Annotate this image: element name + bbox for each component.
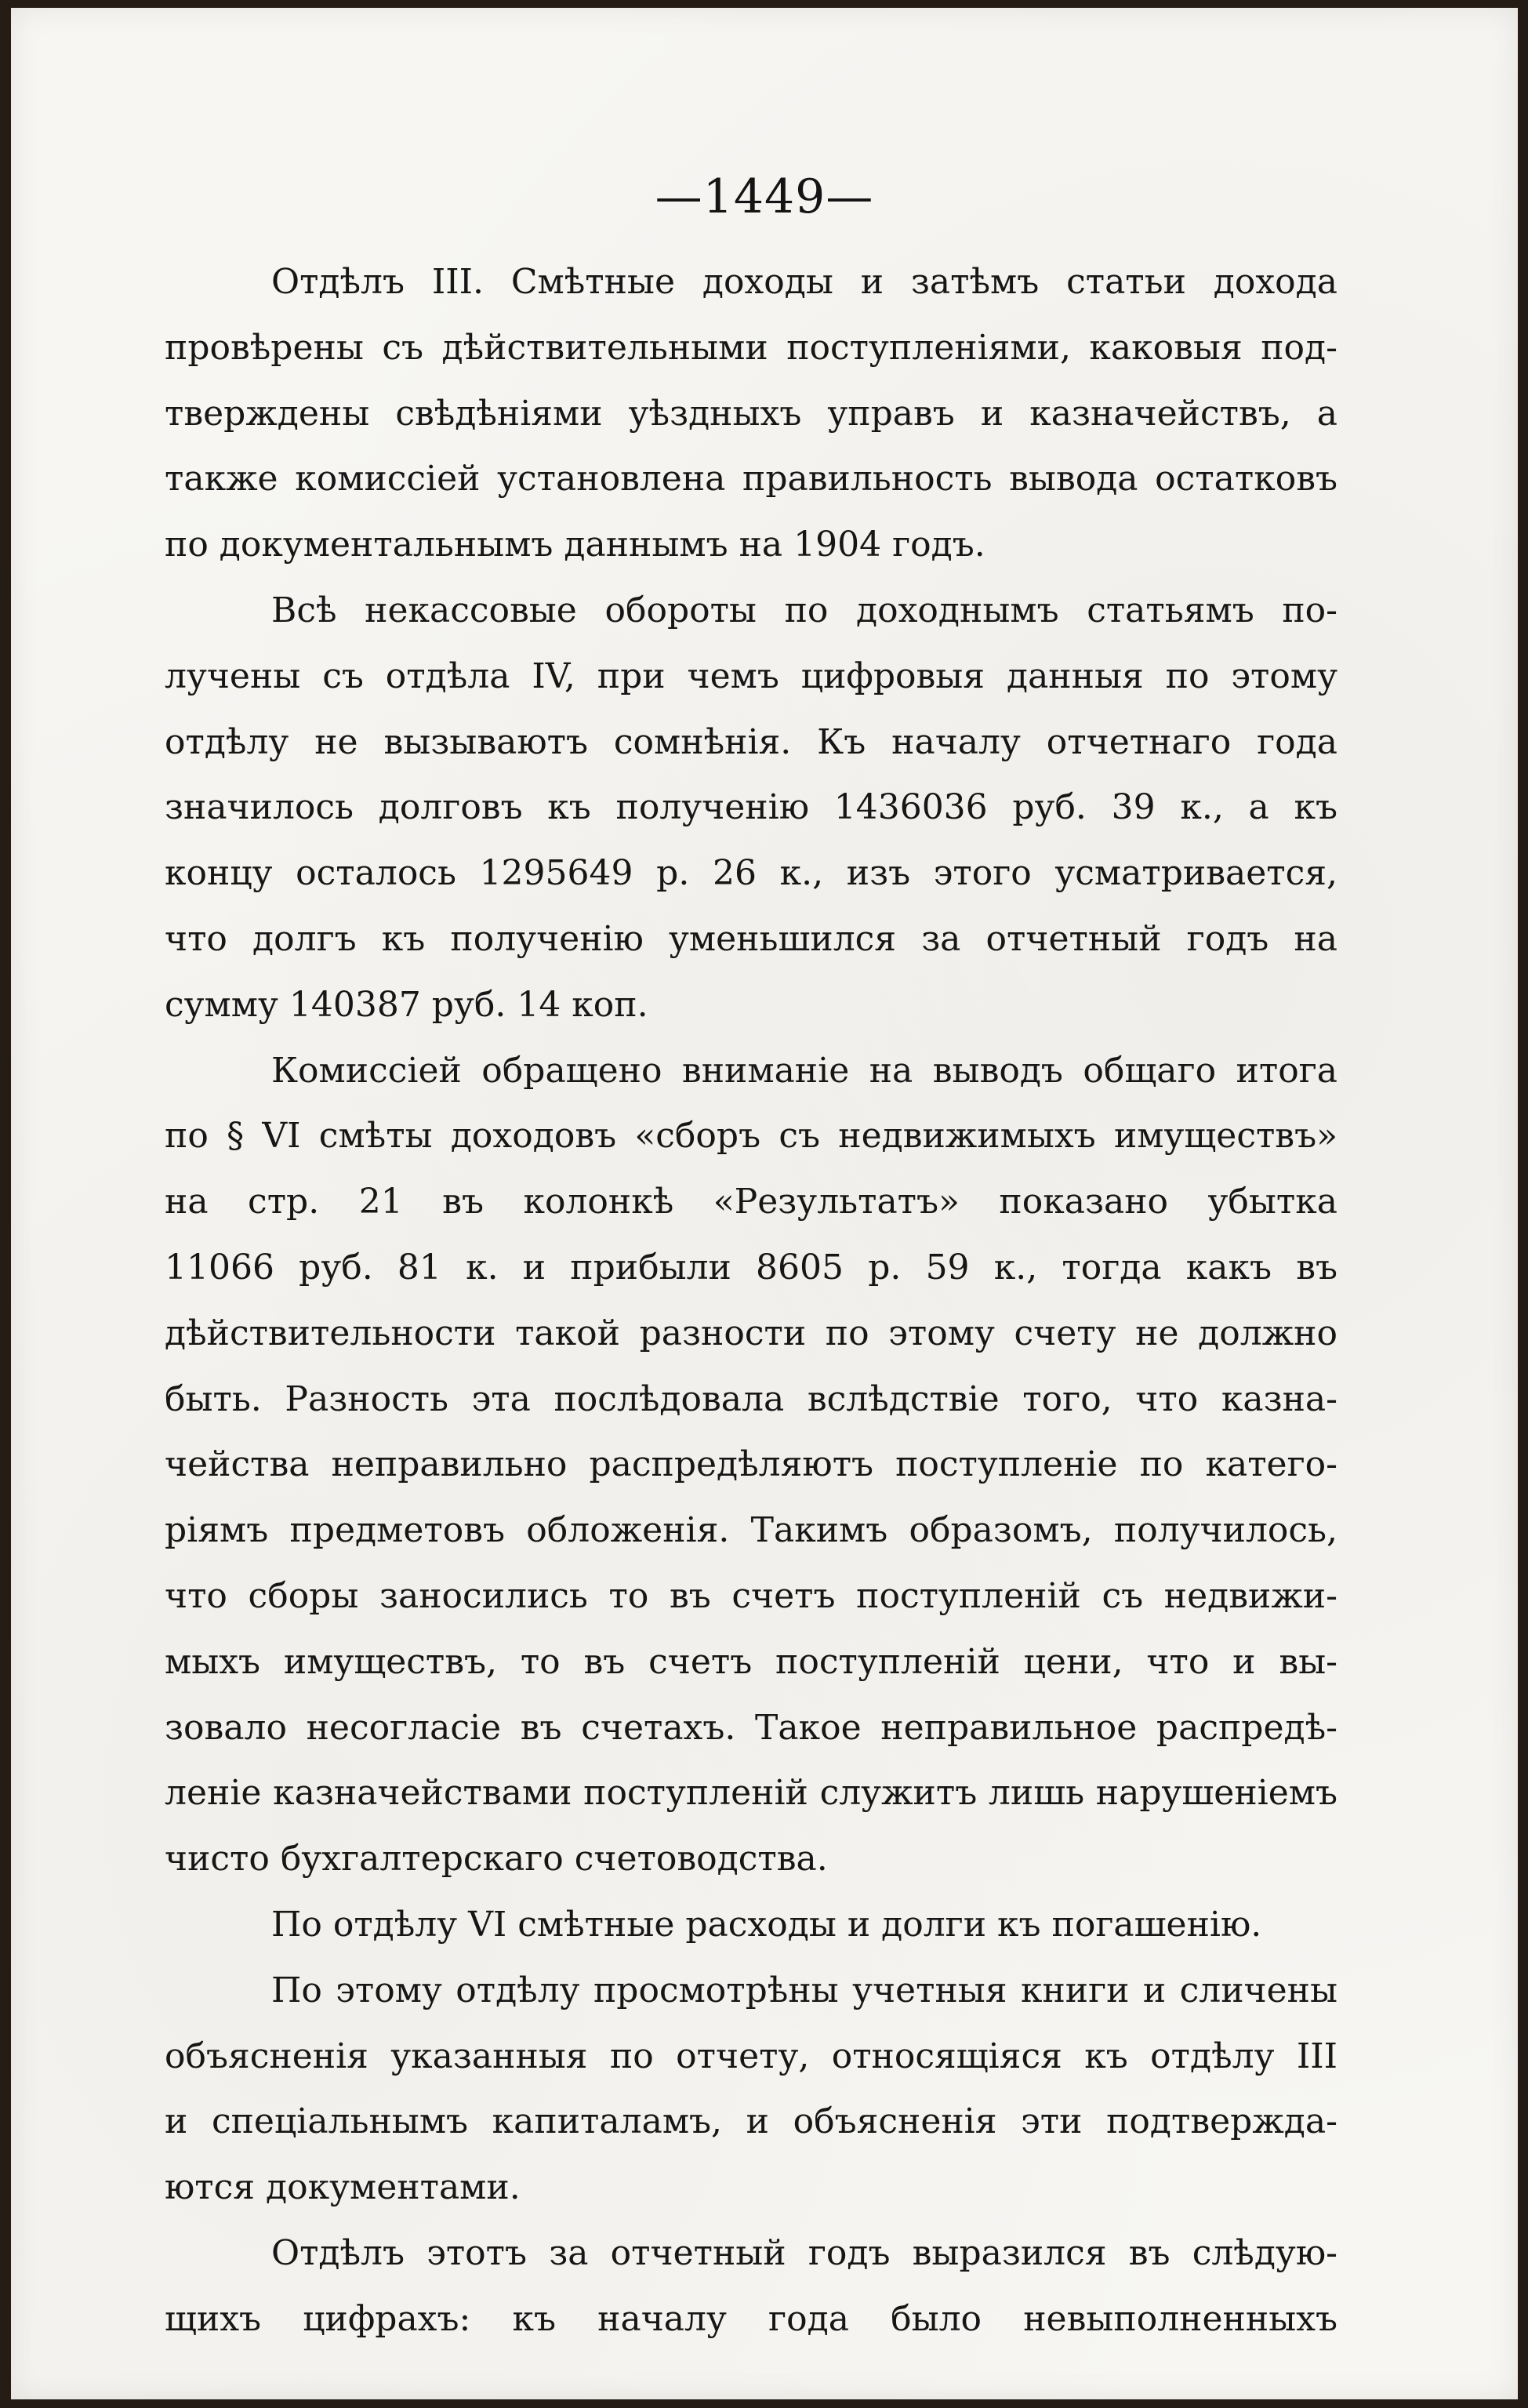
text-line: ются документами. [165,2167,521,2208]
text-line: по § VI смѣты доходовъ «сборъ съ недвижимыхъ имуществъ» [165,1116,1337,1157]
text-line: на стр. 21 въ колонкѣ «Результатъ» показано убытка [165,1182,1337,1222]
text-line: щихъ цифрахъ: къ началу года было невыполненныхъ [165,2298,1337,2339]
text-line: По этому отдѣлу просмотрѣны учетныя книги и сличены [271,1970,1337,2010]
text-line: лучены съ отдѣла IV, при чемъ цифровыя данныя по этому [165,656,1337,696]
text-line: и спеціальнымъ капиталамъ, и объясненія эти подтвержда- [165,2101,1337,2142]
text-line: Отдѣлъ этотъ за отчетный годъ выразился въ слѣдую- [271,2232,1337,2273]
text-line: Отдѣлъ III. Смѣтные доходы и затѣмъ статьи дохода [271,262,1337,302]
text-line: чейства неправильно распредѣляютъ поступленіе по катего- [165,1444,1337,1485]
text-line: что долгъ къ полученію уменьшился за отчетный годъ на [165,918,1337,959]
text-line: леніе казначействами поступленій служитъ лишь нарушеніемъ [165,1773,1337,1814]
text-line: отдѣлу не вызываютъ сомнѣнія. Къ началу отчетнаго года [165,721,1337,762]
text-line: концу осталось 1295649 р. 26 к., изъ этого усматривается, [165,853,1337,894]
text-line: 11066 руб. 81 к. и прибыли 8605 р. 59 к., тогда какъ въ [165,1247,1337,1288]
text-line: мыхъ имуществъ, то въ счетъ поступленій цени, что и вы- [165,1641,1337,1682]
text-line: провѣрены съ дѣйствительными поступленіями, каковыя под- [165,327,1337,368]
text-line: Комиссіей обращено вниманіе на выводъ общаго итога [271,1050,1337,1091]
text-line: значилось долговъ къ полученію 1436036 руб. 39 к., а къ [165,787,1337,828]
text-line: Всѣ некассовые обороты по доходнымъ статьямъ по- [271,590,1337,630]
text-line: сумму 140387 руб. 14 коп. [165,984,648,1025]
text-line: также комиссіей установлена правильность вывода остатковъ [165,459,1337,499]
text-line: зовало несогласіе въ счетахъ. Такое неправильное распредѣ- [165,1707,1337,1748]
document-page [11,8,1518,2399]
text-line: ріямъ предметовъ обложенія. Такимъ образомъ, получилось, [165,1510,1337,1551]
body-text [165,249,1337,2352]
text-line: дѣйствительности такой разности по этому счету не должно [165,1313,1337,1353]
text-line: быть. Разность эта послѣдовала вслѣдствіе того, что казна- [165,1378,1337,1419]
text-line: что сборы заносились то въ счетъ поступленій съ недвижи- [165,1575,1337,1616]
text-line: По отдѣлу VI смѣтные расходы и долги къ погашенію. [271,1904,1262,1945]
text-line: тверждены свѣдѣніями уѣздныхъ управъ и казначействъ, а [165,393,1337,434]
text-line: по документальнымъ даннымъ на 1904 годъ. [165,525,985,565]
page-number: —1449— [655,169,874,224]
text-line: объясненія указанныя по отчету, относящіяся къ отдѣлу III [165,2036,1337,2076]
text-line: чисто бухгалтерскаго счетоводства. [165,1839,828,1880]
